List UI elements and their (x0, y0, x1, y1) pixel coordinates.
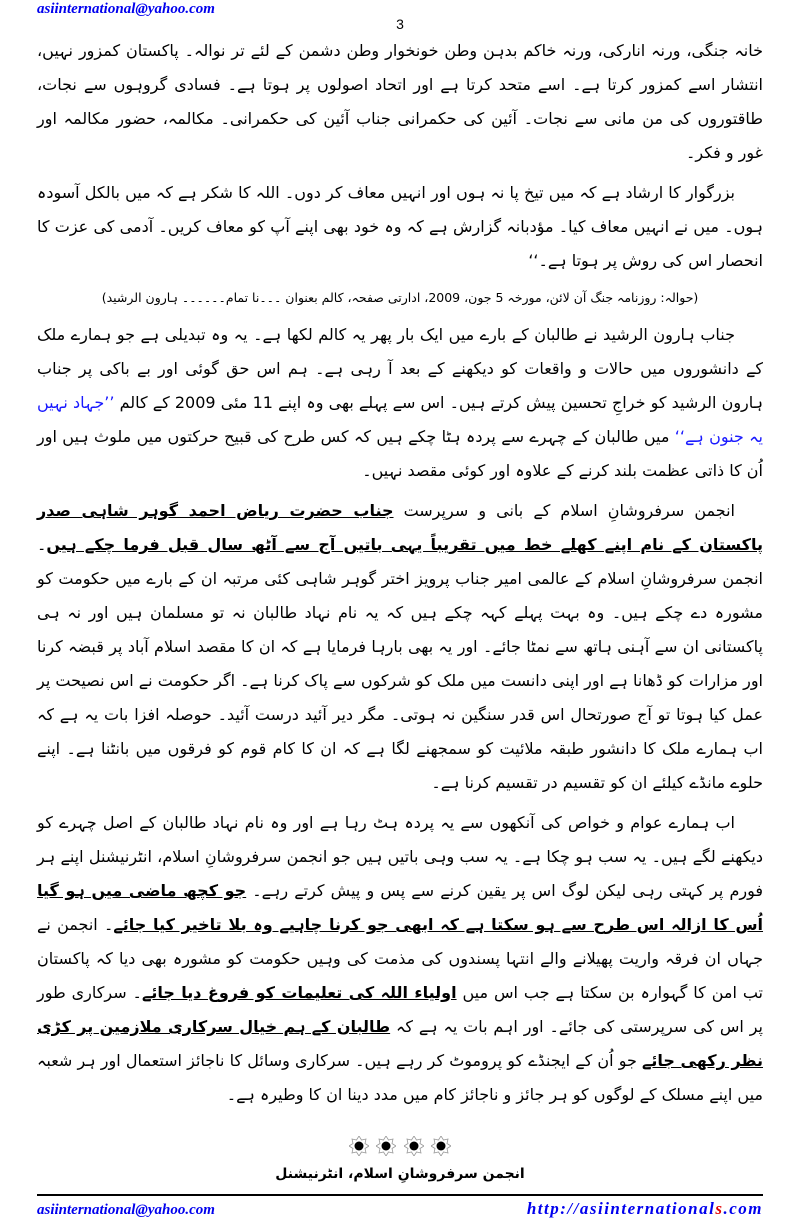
paragraph-1: خانہ جنگی، ورنہ انارکی، ورنہ خاکم بدہن وطن خونخوار وطن دشمن کے لئے تر نوالہ۔ پاکستان کمزور نہیں، انتشار اسے کمزور کرتا ہے۔ اسے متحد کرتا ہے اور اتحاد اصولوں پر ہوتا ہے۔ فسادی گروہوں سے نجات، طاقتوروں کی من مانی سے نجات۔ آئین کی حکمرانی جناب آئین کی حکمرانی۔ مکالمہ، حضور مکالمہ اور غور و فکر۔ (37, 41, 763, 162)
emphasis: جناب حضرت ریاض احمد گوہر شاہی صدر پاکستان کے نام اپنے کھلے خط میں تقریباً یہی باتیں آج سے آٹھ سال قبل فرما چکے ہیں (37, 501, 763, 554)
star-icon (349, 1136, 369, 1156)
text: ۔ انجمن نے جہاں ان فرقہ واریت پھیلانے والے انتہا پسندوں کی مذمت کی وہیں حکومت کو مشورہ بھی دیا کہ پاکستان تب امن کا گہوارہ بن سکتا ہے جب اس میں (37, 915, 763, 1002)
organization-signature: انجمن سرفروشانِ اسلام، انٹرنیشنل (275, 1166, 525, 1182)
text: ۔ سرکاری طور پر اس کی سرپرستی کی جائے۔ اور اہم بات یہ ہے کہ (37, 983, 764, 1036)
paragraph-2-quote: بزرگوار کا ارشاد ہے کہ میں تیخ پا نہ ہوں اور انہیں معاف کر دوں۔ اللہ کا شکر ہے کہ میں بالکل آسودہ ہوں۔ میں نے انہیں معاف کیا۔ مؤدبانہ گزارش ہے کہ وہ خود بھی اپنے آپ کو معاف کریں۔ آدمی کی عزت کا انحصار اس کی روش پر ہوتا ہے۔‘‘ (37, 183, 764, 270)
text: جو اُن کے ایجنڈے کو پروموٹ کر رہے ہیں۔ سرکاری وسائل کا ناجائز استعمال اور ہر شعبہ میں اپنے مسلک کے لوگوں کو ہر جائز و ناجائز کام میں مدد دینا ان کا وطیرہ ہے۔ (37, 1051, 763, 1104)
footer-website-link[interactable] (527, 1198, 763, 1220)
text: ۔ انجمن سرفروشانِ اسلام کے عالمی امیر جناب پرویز اختر گوہر شاہی کئی مرتبہ ان کے بارے میں حکومت کو مشورہ دے چکے ہیں۔ وہ بہت پہلے کہہ چکے ہیں کہ یہ نام نہاد طالبان نہ تو مسلمان ہیں اور نہ ہی پاکستانی ان سے آہنی ہاتھ سے نمٹا جائے۔ اور یہ بھی بارہا فرمایا ہے کہ ان کا مقصد اسلام آباد پر قبضہ کرنا اور مزارات کو ڈھانا ہے اور اپنی دانست میں ملک کو شرکوں سے پاک کرنا ہے۔ اگر حکومت نے اس نصیحت پر عمل کیا ہوتا تو آج صورتحال اس قدر سنگین نہ ہوتی۔ مگر دیر آئید درست آئید۔ حوصلہ افزا بات یہ ہے کہ اب ہمارے ملک کا دانشور طبقہ ملائیت کو سمجھنے لگا ہے کہ ان کا کام قوم کو فرقوں میں بانٹنا ہے۔ اپنے حلوے مانڈے کیلئے ان کو تقسیم در تقسیم کرنا ہے۔ (37, 535, 763, 792)
text: اب ہمارے عوام و خواص کی آنکھوں سے یہ پردہ ہٹ رہا ہے اور وہ نام نہاد طالبان کے اصل چہرے کو دیکھنے لگے ہیں۔ یہ سب ہو چکا ہے۔ یہ سب وہی باتیں ہیں جو انجمن سرفروشانِ اسلام، انٹرنیشنل اپنے ہر فورم پر کہتی رہی لیکن لوگ اس پر یقین کرنے سے پس و پیش کرتے رہے۔ (37, 813, 763, 900)
site-highlight: s (715, 1199, 724, 1218)
column-title: ’’جہاد نہیں یہ جنون ہے‘‘ (37, 393, 764, 446)
paragraph-3 (37, 318, 763, 488)
page-number: 3 (396, 16, 404, 32)
spacer (37, 1118, 763, 1126)
star-icon (376, 1136, 396, 1156)
text: انجمن سرفروشانِ اسلام کے بانی و سرپرست (393, 501, 736, 520)
site-suffix: .com (723, 1199, 763, 1218)
star-ornament (37, 1134, 763, 1156)
paragraph-5 (37, 806, 763, 1112)
emphasis: جو کچھ ماضی میں ہو گیا اُس کا ازالہ اس طرح سے ہو سکتا ہے کہ ابھی جو کرنا چاہیے وہ بلا تاخیر کیا جائے (37, 881, 764, 934)
star-icon (404, 1136, 424, 1156)
page-header (37, 0, 763, 34)
page-footer (37, 1198, 763, 1221)
footer-email-link[interactable]: asiinternational@yahoo.com (37, 1202, 215, 1218)
site-prefix: http://asiinternational (526, 1199, 716, 1218)
emphasis: اولیاء اللہ کی تعلیمات کو فروغ دیا جائے (141, 983, 457, 1002)
footer-divider (37, 1194, 763, 1196)
emphasis: طالبان کے ہم خیال سرکاری ملازمین پر کڑی نظر رکھی جائے (37, 1017, 763, 1070)
text: میں طالبان کے چہرے سے پردہ ہٹا چکے ہیں کہ کس طرح کی قبیح حرکتوں میں ملوث ہیں اور اُن کا ذاتی عظمت بلند کرنے کے علاوہ اور کوئی مقصد نہیں۔ (37, 427, 763, 480)
star-icon (431, 1136, 451, 1156)
citation: (حوالہ: روزنامہ جنگ آن لائن، مورخہ 5 جون، 2009، ادارتی صفحہ، کالم بعنوان ۔۔۔نا تمام۔۔۔۔۔۔ ہارون الرشید) (101, 290, 699, 305)
article-body (37, 34, 763, 1118)
header-email-link[interactable]: asiinternational@yahoo.com (37, 1, 215, 17)
text: جناب ہارون الرشید نے طالبان کے بارے میں ایک بار پھر یہ کالم لکھا ہے۔ یہ وہ تبدیلی ہے جو ہمارے ملک کے دانشوروں میں حالات و واقعات کو دیکھنے کے بعد آ رہی ہے۔ ہم اس حق گوئی اور بے باکی پر جناب ہارون الرشید کو خراجِ تحسین پیش کرتے ہیں۔ اس سے پہلے بھی وہ اپنے 11 مئی 2009 کے کالم (37, 325, 764, 412)
paragraph-4 (37, 494, 763, 800)
